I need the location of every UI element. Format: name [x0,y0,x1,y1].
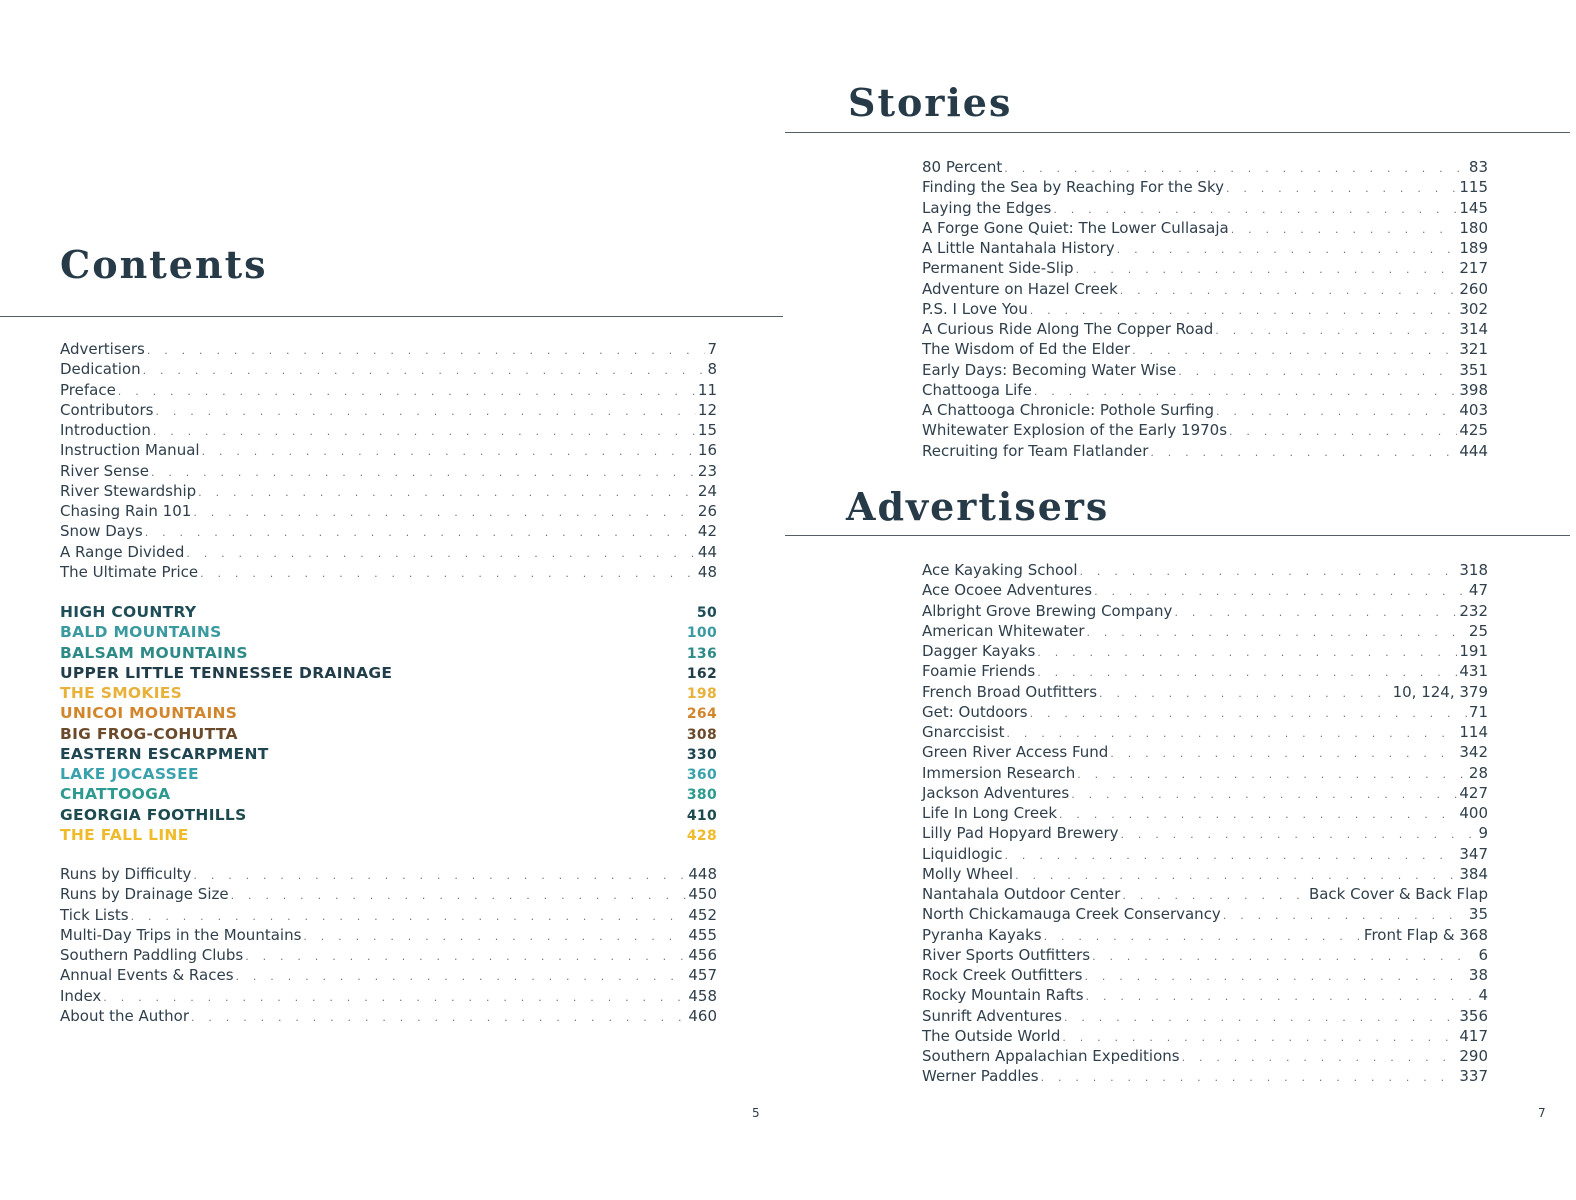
entry-title: Laying the Edges [922,198,1052,217]
entry-page-number: 264 [686,706,717,723]
dot-leader [1034,382,1458,402]
region-entry [60,805,717,825]
entry-title: Index [60,986,102,1005]
toc-entry [60,542,717,562]
dot-leader [155,402,695,422]
entry-title: A Curious Ride Along The Copper Road [922,320,1214,338]
entry-page-number: 6 [1478,945,1488,964]
advertisers-list [922,560,1488,1087]
dot-leader [1117,240,1458,260]
dot-leader [1229,422,1457,442]
entry-page-number: 191 [1459,642,1488,660]
dot-leader [1110,744,1457,764]
toc-entry [60,945,717,965]
dot-leader [1004,159,1467,179]
advertisers-divider [785,535,1570,536]
entry-title: HIGH COUNTRY [60,603,197,621]
dot-leader [1015,866,1457,886]
region-entry [60,764,717,784]
toc-entry [60,380,717,400]
toc-entry [60,481,717,501]
dot-leader [202,442,696,462]
toc-entry [922,864,1488,884]
entry-page-number: 260 [1459,279,1488,298]
entry-title: Ace Ocoee Adventures [922,581,1093,600]
entry-title: Jackson Adventures [922,783,1070,802]
entry-title: Foamie Friends [922,662,1036,681]
entry-title: Recruiting for Team Flatlander [922,441,1149,460]
entry-page-number: 347 [1459,844,1488,863]
dot-leader [1037,663,1457,683]
entry-page-number: 15 [697,421,717,439]
toc-entry [922,258,1488,278]
entry-title: UPPER LITTLE TENNESSEE DRAINAGE [60,663,393,682]
entry-title: GEORGIA FOOTHILLS [60,805,247,824]
entry-page-number: 42 [697,522,717,541]
entry-page-number: 38 [1468,966,1488,984]
entry-title: Lilly Pad Hopyard Brewery [922,824,1119,843]
toc-entry [922,884,1488,904]
entry-title: A Forge Gone Quiet: The Lower Cullasaja [922,218,1229,237]
dot-leader [1087,623,1467,643]
entry-title: Chattooga Life [922,380,1032,399]
toc-entry [60,461,717,481]
dot-leader [193,503,696,523]
entry-title: American Whitewater [922,621,1085,640]
dot-leader [1059,805,1457,825]
region-entry [60,703,717,723]
dot-leader [186,544,696,564]
entry-title: Introduction [60,421,151,439]
stories-list [922,157,1488,461]
entry-page-number: 330 [686,746,717,763]
entry-title: The Outside World [922,1026,1061,1045]
entry-page-number: 384 [1459,864,1488,883]
entry-page-number: 290 [1459,1047,1488,1065]
region-list [60,602,717,845]
toc-entry [922,763,1488,783]
entry-title: Annual Events & Races [60,966,234,985]
entry-page-number: 318 [1459,561,1488,579]
entry-page-number: 321 [1459,340,1488,359]
dot-leader [1223,906,1467,926]
toc-entry [922,803,1488,823]
entry-page-number: 11 [697,380,717,399]
entry-page-number: 398 [1459,380,1488,399]
entry-title: Get: Outdoors [922,702,1028,721]
region-entry [60,825,717,845]
entry-page-number: 427 [1459,783,1488,802]
entry-title: Adventure on Hazel Creek [922,279,1118,298]
toc-entry [922,621,1488,641]
entry-page-number: 217 [1459,259,1488,278]
entry-page-number: 342 [1459,743,1488,762]
entry-page-number: 410 [686,807,717,824]
dot-leader [1182,1048,1458,1068]
entry-page-number: 450 [688,885,717,904]
contents-heading: Contents [60,242,268,287]
dot-leader [1099,684,1391,704]
entry-page-number: 314 [1459,320,1488,338]
entry-title: A Range Divided [60,542,185,561]
toc-entry [922,400,1488,420]
entry-title: Tick Lists [60,905,129,924]
toc-entry [922,742,1488,762]
dot-leader [303,927,686,947]
entry-page-number: 48 [697,562,717,581]
toc-entry [922,360,1488,380]
entry-page-number: 417 [1459,1026,1488,1045]
entry-title: Werner Paddles [922,1067,1039,1086]
toc-entry [922,722,1488,742]
entry-title: Southern Paddling Clubs [60,946,244,964]
entry-title: A Little Nantahala History [922,239,1115,257]
entry-title: EASTERN ESCARPMENT [60,744,269,763]
toc-entry [922,702,1488,722]
toc-entry [922,157,1488,177]
entry-title: Sunrift Adventures [922,1006,1062,1025]
toc-entry [922,177,1488,197]
dot-leader [1030,704,1467,724]
dot-leader [231,886,687,906]
entry-title: Runs by Difficulty [60,865,192,883]
entry-page-number: 425 [1459,421,1488,440]
dot-leader [1120,281,1458,301]
dot-leader [1132,341,1457,361]
dot-leader [103,988,686,1008]
dot-leader [1086,987,1477,1007]
entry-title: Rock Creek Outfitters [922,966,1083,984]
dot-leader [245,947,686,967]
toc-entry [922,682,1488,702]
dot-leader [193,866,686,886]
toc-entry [922,661,1488,681]
entry-title: Runs by Drainage Size [60,885,229,904]
entry-page-number: 400 [1459,804,1488,822]
toc-entry [60,400,717,420]
dot-leader [153,422,696,442]
dot-leader [1084,967,1466,987]
toc-entry [922,1026,1488,1046]
toc-entry [922,238,1488,258]
entry-title: Snow Days [60,522,143,541]
entry-page-number: 12 [697,400,717,419]
entry-title: Rocky Mountain Rafts [922,986,1084,1005]
toc-entry [60,864,717,884]
dot-leader [1076,260,1458,280]
entry-title: UNICOI MOUNTAINS [60,704,238,723]
toc-entry [922,945,1488,965]
dot-leader [1037,643,1457,663]
entry-page-number: 308 [686,726,717,743]
toc-entry [60,420,717,440]
back-matter-list [60,864,717,1026]
entry-title: The Wisdom of Ed the Elder [922,340,1131,359]
dot-leader [1231,220,1458,240]
dot-leader [1064,1008,1457,1028]
right-page [788,0,1576,1200]
entry-title: Life In Long Creek [922,804,1058,822]
entry-title: BALD MOUNTAINS [60,623,222,642]
entry-title: Dagger Kayaks [922,642,1036,660]
dot-leader [200,564,696,584]
entry-page-number: 455 [688,925,717,944]
entry-title: Advertisers [60,340,145,358]
entry-page-number: 458 [688,986,717,1005]
entry-title: Immersion Research [922,763,1076,782]
entry-page-number: 25 [1468,621,1488,640]
toc-entry [60,965,717,985]
entry-title: River Sense [60,461,149,480]
dot-leader [147,341,706,361]
entry-page-number: 444 [1459,441,1488,460]
entry-page-number: 28 [1468,763,1488,782]
entry-page-number: 16 [697,441,717,460]
entry-page-number: 380 [686,787,717,804]
toc-entry [922,279,1488,299]
entry-title: Nantahala Outdoor Center [922,885,1121,903]
entry-title: Southern Appalachian Expeditions [922,1047,1180,1065]
toc-entry [922,299,1488,319]
entry-title: About the Author [60,1006,190,1025]
entry-title: Preface [60,380,116,399]
dot-leader [1077,765,1467,785]
toc-entry [922,985,1488,1005]
entry-page-number: 198 [686,686,717,702]
entry-page-number: 7 [707,340,717,358]
entry-page-number: 26 [697,502,717,520]
toc-entry [922,783,1488,803]
entry-page-number: 71 [1468,702,1488,721]
entry-title: Chasing Rain 101 [60,502,192,520]
entry-title: Albright Grove Brewing Company [922,601,1173,620]
region-entry [60,663,717,683]
dot-leader [145,523,696,543]
toc-entry [60,986,717,1006]
entry-title: Early Days: Becoming Water Wise [922,360,1177,379]
entry-title: Green River Access Fund [922,743,1109,762]
entry-title: LAKE JOCASSEE [60,765,199,783]
dot-leader [1030,301,1458,321]
entry-page-number: 356 [1459,1006,1488,1025]
entry-title: Whitewater Explosion of the Early 1970s [922,421,1228,440]
dot-leader [1007,724,1458,744]
entry-page-number: 162 [686,665,717,682]
toc-entry [60,339,717,359]
toc-entry [922,218,1488,238]
dot-leader [1226,179,1457,199]
toc-entry [922,601,1488,621]
entry-page-number: 10, 124, 379 [1392,682,1488,701]
entry-title: Pyranha Kayaks [922,925,1042,944]
page-number-right: 7 [1538,1106,1546,1120]
entry-title: Dedication [60,360,141,379]
dot-leader [236,967,687,987]
toc-entry [60,905,717,925]
entry-page-number: 145 [1459,198,1488,217]
entry-page-number: 189 [1459,239,1488,257]
toc-entry [922,441,1488,461]
entry-title: Multi-Day Trips in the Mountains [60,925,302,944]
dot-leader [1080,562,1458,582]
front-matter-list [60,339,717,582]
entry-page-number: 460 [688,1006,717,1025]
dot-leader [1215,321,1457,341]
entry-title: Ace Kayaking School [922,561,1078,579]
toc-entry [922,339,1488,359]
toc-entry [922,198,1488,218]
entry-page-number: 50 [696,605,717,621]
entry-page-number: 403 [1459,401,1488,419]
entry-title: River Sports Outfitters [922,945,1091,964]
entry-title: P.S. I Love You [922,299,1028,318]
region-entry [60,683,717,703]
toc-entry [922,823,1488,843]
toc-entry [60,521,717,541]
entry-title: BALSAM MOUNTAINS [60,643,248,662]
entry-title: Molly Wheel [922,864,1014,883]
dot-leader [1005,846,1458,866]
dot-leader [1174,603,1457,623]
entry-title: THE FALL LINE [60,825,189,844]
entry-page-number: 360 [686,767,717,783]
region-entry [60,622,717,642]
entry-page-number: 83 [1468,158,1488,176]
toc-entry [922,319,1488,339]
region-entry [60,724,717,744]
dot-leader [118,382,696,402]
toc-entry [60,884,717,904]
entry-page-number: 302 [1459,299,1488,318]
entry-title: Gnarccisist [922,723,1005,741]
toc-entry [922,925,1488,945]
region-entry [60,784,717,804]
entry-page-number: 44 [697,542,717,561]
toc-entry [922,641,1488,661]
page-number-left: 5 [752,1106,760,1120]
stories-divider [785,132,1570,133]
entry-page-number: Front Flap & 368 [1363,925,1488,944]
entry-page-number: 457 [688,966,717,985]
dot-leader [1062,1028,1457,1048]
entry-page-number: 452 [688,905,717,924]
toc-entry [60,562,717,582]
entry-title: Instruction Manual [60,441,200,460]
dot-leader [131,907,687,927]
entry-page-number: 24 [697,481,717,500]
dot-leader [1121,825,1477,845]
entry-title: BIG FROG-COHUTTA [60,724,238,743]
entry-title: Finding the Sea by Reaching For the Sky [922,178,1224,197]
entry-page-number: 23 [697,461,717,480]
toc-entry [922,844,1488,864]
dot-leader [1178,362,1457,382]
toc-entry [922,1066,1488,1086]
dot-leader [1216,402,1457,422]
entry-page-number: 114 [1459,723,1488,741]
contents-divider [0,316,783,317]
toc-entry [922,560,1488,580]
toc-entry [922,965,1488,985]
toc-entry [922,580,1488,600]
dot-leader [1092,947,1476,967]
entry-page-number: 4 [1478,986,1488,1005]
entry-page-number: 428 [686,827,717,844]
entry-page-number: 337 [1459,1067,1488,1086]
dot-leader [1150,443,1457,463]
entry-page-number: 456 [688,946,717,964]
stories-heading: Stories [848,80,1013,125]
toc-entry [60,501,717,521]
entry-title: River Stewardship [60,481,197,500]
entry-title: THE SMOKIES [60,684,183,702]
entry-title: CHATTOOGA [60,785,171,804]
entry-page-number: 9 [1478,824,1488,843]
toc-entry [60,925,717,945]
toc-entry [60,359,717,379]
dot-leader [1041,1068,1458,1088]
toc-entry [60,440,717,460]
entry-page-number: 136 [686,645,717,662]
entry-title: Contributors [60,400,154,419]
entry-page-number: 8 [707,360,717,379]
entry-title: The Ultimate Price [60,562,199,581]
entry-title: Permanent Side-Slip [922,259,1074,278]
dot-leader [198,483,696,503]
entry-page-number: 431 [1459,662,1488,681]
toc-entry [922,420,1488,440]
entry-title: A Chattooga Chronicle: Pothole Surfing [922,401,1215,419]
dot-leader [1094,582,1467,602]
dot-leader [191,1008,686,1028]
entry-page-number: 180 [1459,218,1488,237]
toc-entry [922,380,1488,400]
entry-title: 80 Percent [922,158,1003,176]
toc-entry [922,1046,1488,1066]
dot-leader [1044,927,1362,947]
dot-leader [1053,200,1457,220]
dot-leader [1122,886,1307,906]
advertisers-heading: Advertisers [846,484,1110,529]
entry-title: Liquidlogic [922,844,1003,863]
entry-page-number: 100 [686,625,717,642]
entry-page-number: 115 [1459,178,1488,197]
entry-page-number: 232 [1459,601,1488,620]
region-entry [60,643,717,663]
entry-title: North Chickamauga Creek Conservancy [922,905,1221,924]
region-entry [60,744,717,764]
toc-entry [922,1006,1488,1026]
entry-title: French Broad Outfitters [922,682,1098,701]
entry-page-number: 351 [1459,360,1488,379]
entry-page-number: 47 [1468,581,1488,600]
dot-leader [143,361,706,381]
dot-leader [151,463,696,483]
entry-page-number: 35 [1468,905,1488,924]
dot-leader [1071,785,1457,805]
toc-entry [60,1006,717,1026]
entry-page-number: 448 [688,865,717,883]
entry-page-number: Back Cover & Back Flap [1308,885,1488,903]
toc-entry [922,904,1488,924]
region-entry [60,602,717,622]
